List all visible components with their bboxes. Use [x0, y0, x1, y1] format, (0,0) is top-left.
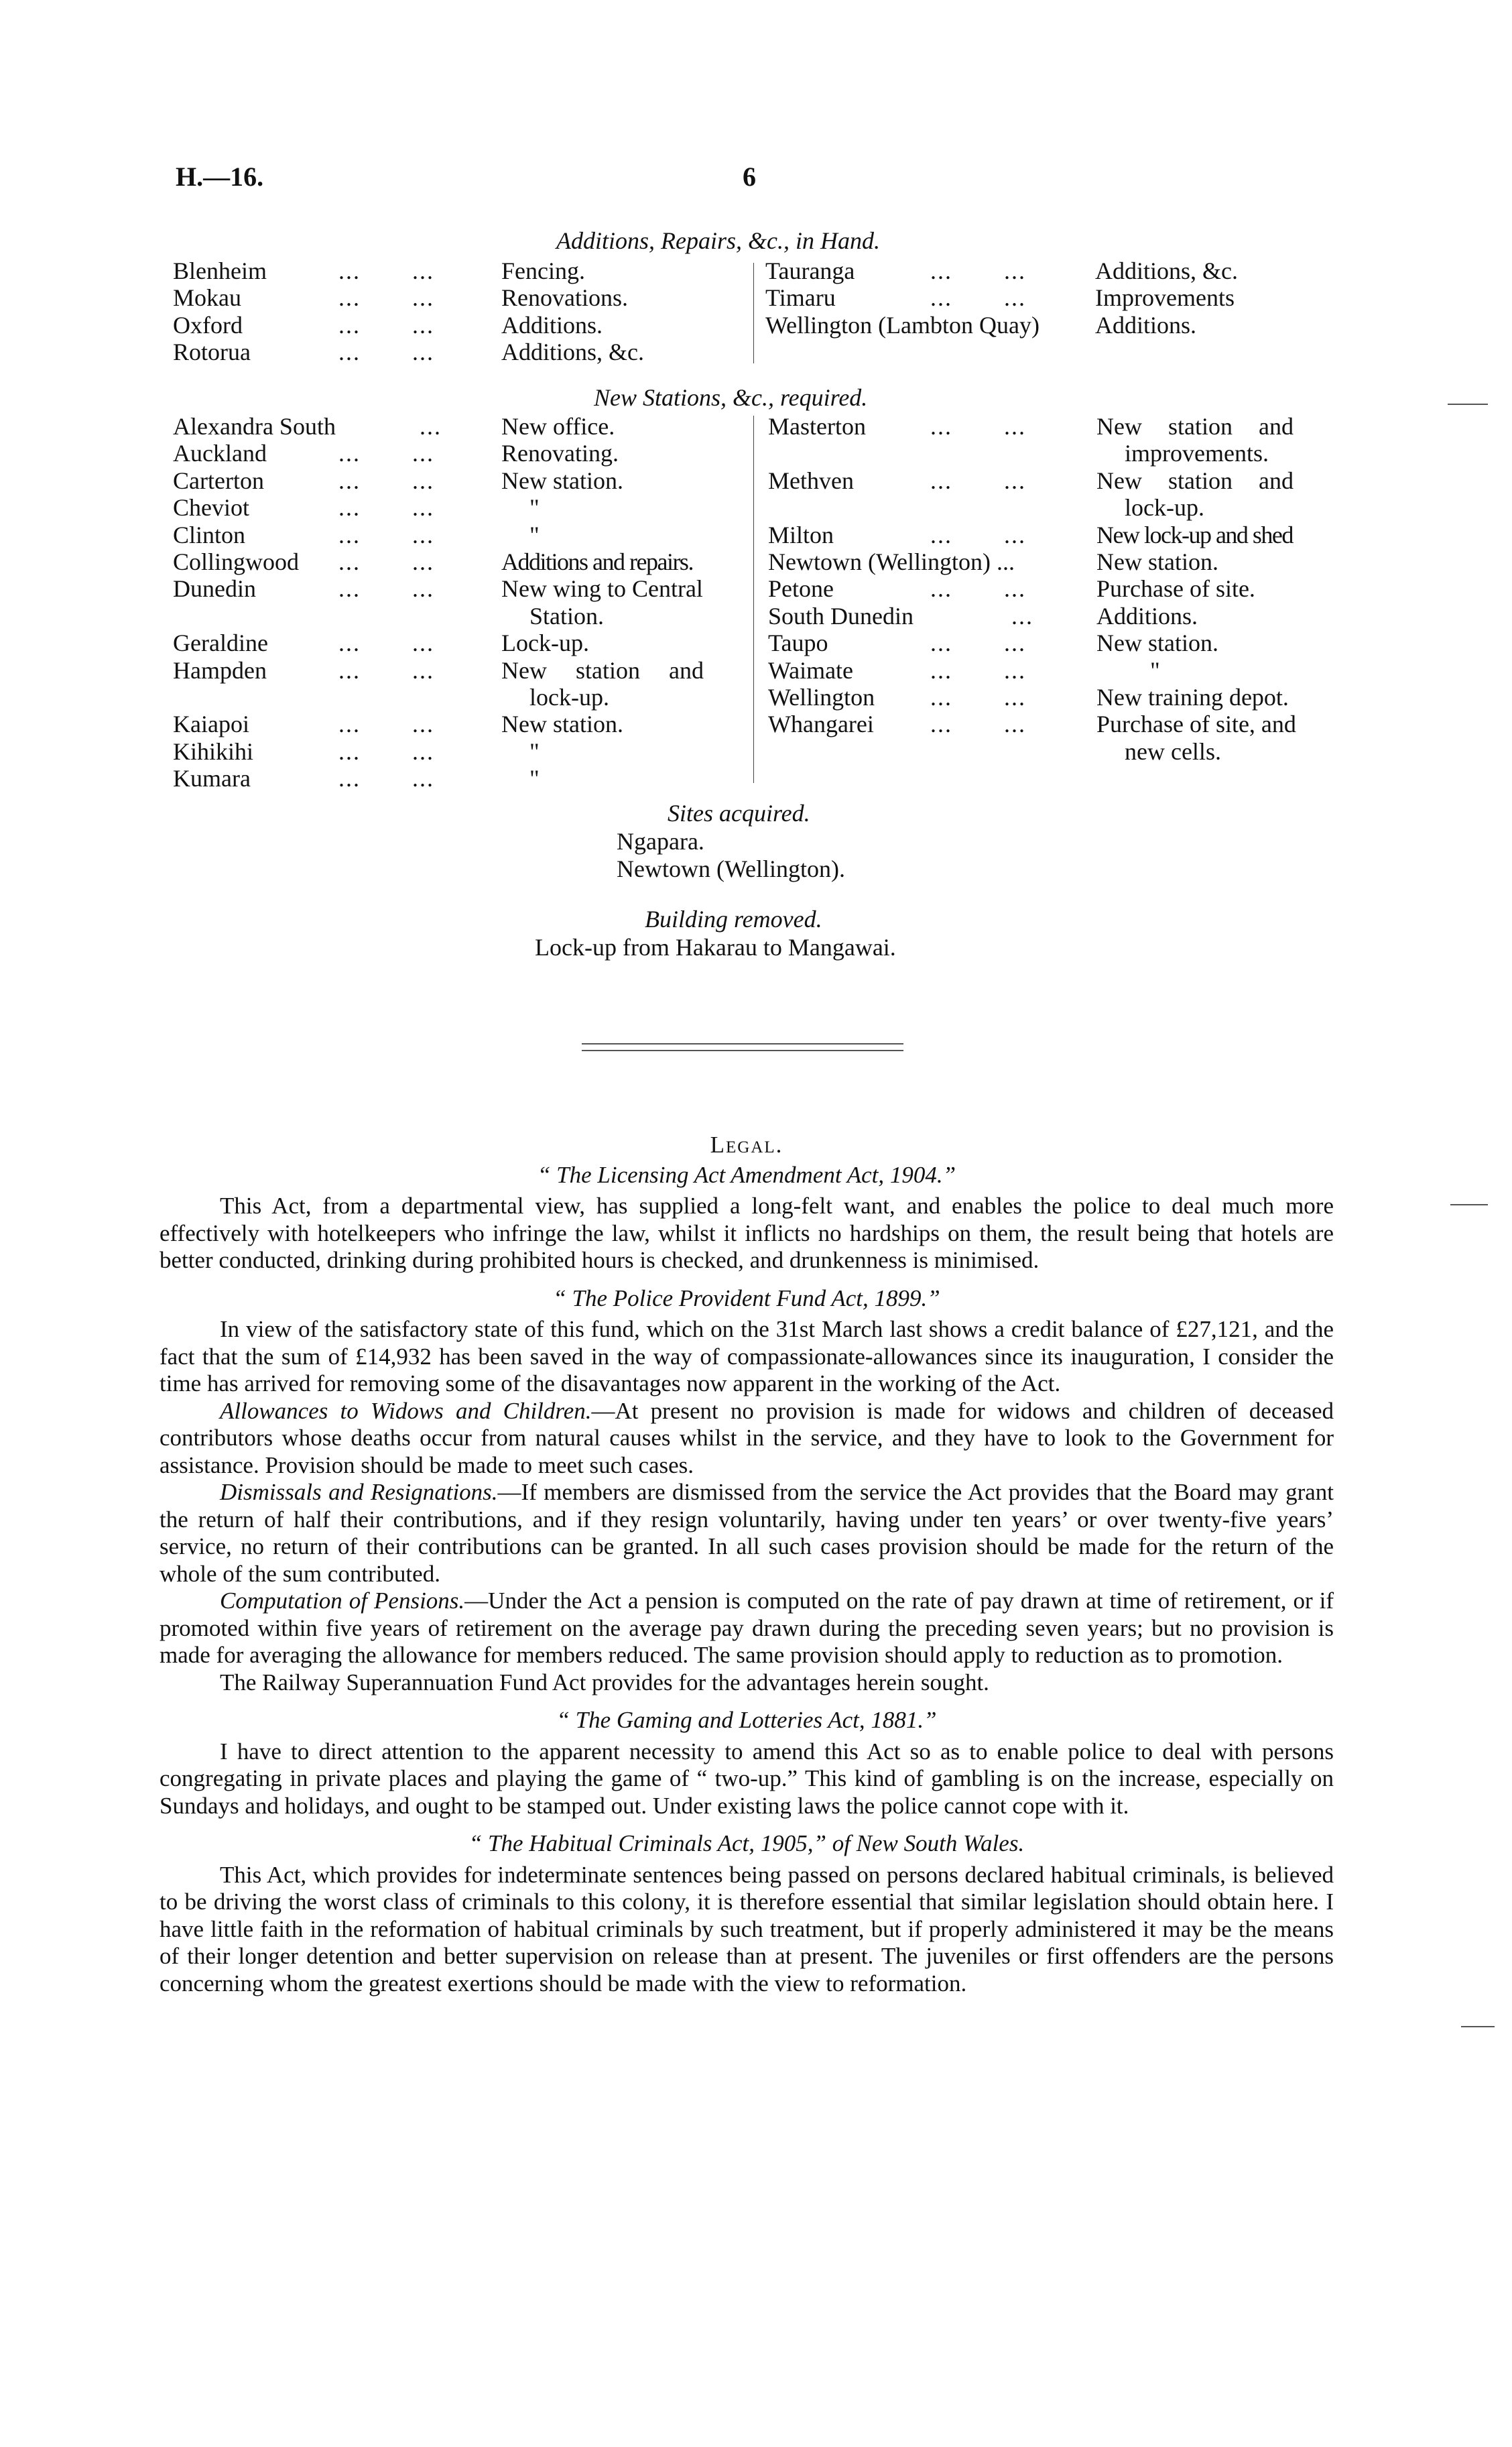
work: Purchase of site.	[1096, 575, 1255, 603]
work: improvements.	[1125, 440, 1269, 467]
work: New wing to Central	[501, 575, 703, 603]
work: Renovating.	[501, 440, 619, 467]
widows-lead: Allowances to Widows and Children.	[220, 1397, 592, 1424]
work: Additions and repairs.	[501, 548, 693, 575]
railway-paragraph: The Railway Superannuation Fund Act provides for the advantages herein sought.	[220, 1669, 989, 1695]
legal-title: Legal.	[710, 1132, 783, 1158]
place: Oxford	[173, 311, 243, 339]
work: new cells.	[1125, 737, 1221, 765]
place: Geraldine	[173, 630, 268, 657]
place: Taupo	[768, 630, 828, 657]
habitual-heading: “ The Habitual Criminals Act, 1905,” of New South Wales.	[468, 1830, 1025, 1856]
gaming-heading: “ The Gaming and Lotteries Act, 1881.”	[556, 1707, 937, 1733]
place: Alexandra South	[173, 413, 336, 440]
ditto-mark: "	[529, 765, 540, 792]
ditto-mark: "	[529, 521, 540, 548]
place: Waimate	[768, 656, 854, 684]
work: Station.	[529, 602, 605, 630]
leader-dots: ... ... ... ...	[930, 257, 1026, 312]
place: Kihikihi	[173, 737, 254, 765]
margin-mark	[1448, 404, 1488, 405]
work: Fencing.	[501, 257, 585, 284]
site-item: Newtown (Wellington).	[617, 855, 846, 882]
legal-section	[160, 1132, 1334, 1997]
work: New station.	[501, 467, 623, 494]
place: Auckland	[173, 440, 267, 467]
site-item: Ngapara.	[617, 828, 704, 855]
widows-text: —At present no provision is made for widows and children of deceased contributors whose deaths occur from natural causes whilst in the service, and they have to look to the Government for assistance. Provision should be made to meet such cases.	[160, 1397, 1334, 1478]
inhand-left-places	[173, 257, 267, 366]
place: Mokau	[173, 284, 241, 312]
page-number: 6	[743, 162, 756, 192]
margin-mark	[1461, 2026, 1495, 2027]
ditto-mark: "	[529, 494, 540, 522]
work: New station.	[501, 711, 623, 738]
inhand-right-works	[1095, 257, 1238, 339]
provident-paragraph: In view of the satisfactory state of this fund, which on the 31st March last shows a credit balance of £27,121, and the fact that the sum of £14,932 has been saved in the way of compassionate-allowances since its inauguration, I consider the time has arrived for removing some of the disavantages now apparent in the working of the Act.	[160, 1316, 1334, 1396]
leader-dots: ... ... ... ... ... ... ... ...	[338, 257, 434, 366]
margin-mark	[1450, 1204, 1488, 1205]
section-divider	[582, 1043, 903, 1051]
newstations-heading: New Stations, &c., required.	[594, 384, 868, 411]
work: New station and	[1096, 467, 1294, 494]
place: Methven	[768, 467, 854, 494]
newstations-left-works	[501, 413, 704, 792]
work: Additions.	[501, 311, 603, 339]
place: Tauranga	[765, 257, 855, 284]
work: New training depot.	[1096, 683, 1289, 711]
dismissals-paragraph	[160, 1479, 1334, 1588]
work: lock-up.	[1125, 494, 1204, 522]
place	[173, 684, 336, 711]
place: Cheviot	[173, 494, 249, 522]
work: New station and	[501, 656, 704, 684]
work: Additions, &c.	[1095, 257, 1238, 284]
removed-heading: Building removed.	[645, 906, 822, 933]
newstations-left-places	[173, 413, 336, 792]
gaming-paragraph: I have to direct attention to the apparent necessity to amend this Act so as to enable police to deal with persons congregating in private places and playing the game of “ two-up.” This kind of gambling is on the increase, especially on Sundays and holidays, and ought to be stamped out. Under existing laws the police cannot cope with it.	[160, 1738, 1334, 1819]
work: Additions.	[1095, 311, 1197, 339]
licensing-paragraph: This Act, from a departmental view, has supplied a long-felt want, and enables the police to deal much more effectively with hotelkeepers who infringe the law, whilst it inflicts no hardships on them, the result being that hotels are better conducted, drinking during prohibited hours is checked, and drunkenness is minimised.	[160, 1193, 1334, 1273]
leader-dots: ... ... ... ... ... ... ... ... ... ... ... ... ... ... ... ... ... ... ... ... ... ... ...	[338, 413, 442, 792]
newstations-right-works	[1096, 413, 1296, 765]
work: lock-up.	[529, 683, 609, 711]
place: Wellington (Lambton Quay)	[765, 311, 1040, 339]
ditto-mark: "	[1150, 656, 1160, 684]
computation-lead: Computation of Pensions.	[220, 1588, 465, 1614]
place: Wellington	[768, 683, 875, 711]
work: Lock-up.	[501, 630, 589, 657]
place: Masterton	[768, 413, 866, 440]
place: Kumara	[173, 765, 251, 792]
work: Additions.	[1096, 602, 1198, 630]
place: Blenheim	[173, 257, 267, 284]
licensing-heading: “ The Licensing Act Amendment Act, 1904.”	[537, 1161, 956, 1188]
work: New lock-up and shed	[1096, 521, 1293, 548]
column-divider	[753, 263, 754, 363]
place: Hampden	[173, 656, 267, 684]
dismissals-text: —If members are dismissed from the service the Act provides that the Board may grant the return of half their contributions, and if they resign voluntarily, having under ten years’ or over twenty-five years’ service, no return of their contributions can be granted. In all such cases provision should be made for the return of the whole of the sum contributed.	[160, 1479, 1334, 1587]
inhand-left-works	[501, 257, 644, 366]
work: New station and	[1096, 413, 1294, 440]
widows-paragraph	[160, 1398, 1334, 1480]
place: Timaru	[765, 284, 836, 312]
work: New station.	[1096, 630, 1218, 657]
place: Rotorua	[173, 339, 251, 366]
report-code: H.—16.	[176, 162, 264, 192]
ditto-mark: "	[529, 737, 540, 765]
sites-heading: Sites acquired.	[668, 800, 810, 827]
inhand-heading: Additions, Repairs, &c., in Hand.	[556, 227, 880, 254]
removed-text: Lock-up from Hakarau to Mangawai.	[535, 934, 896, 961]
work: New station.	[1096, 548, 1218, 575]
work: Purchase of site, and	[1096, 711, 1296, 738]
column-divider	[753, 416, 754, 783]
leader-dots: ... ... ... ... ... ... ... ... ... ... ... ... ... ... ... ... ...	[930, 413, 1033, 738]
provident-heading: “ The Police Provident Fund Act, 1899.”	[553, 1285, 940, 1311]
place: Carterton	[173, 467, 264, 494]
place: Kaiapoi	[173, 711, 249, 738]
computation-paragraph	[160, 1588, 1334, 1669]
place: Collingwood	[173, 548, 300, 575]
place	[173, 603, 336, 630]
work: Renovations.	[501, 284, 628, 312]
computation-text: —Under the Act a pension is computed on the rate of pay drawn at time of retirement, or if promoted within five years of retirement on the average pay drawn during the preceding seven years; but no provision is made for averaging the allowance for members reduced. The same provision should apply to reduction as to promotion.	[160, 1588, 1334, 1668]
dismissals-lead: Dismissals and Resignations.	[220, 1479, 498, 1505]
place: South Dunedin	[768, 602, 914, 630]
place: Clinton	[173, 521, 246, 548]
place: Milton	[768, 521, 834, 548]
habitual-paragraph: This Act, which provides for indeterminate sentences being passed on persons declared habitual criminals, is believed to be driving the worst class of criminals to this colony, it is therefore essential that similar legislation should obtain here. I have little faith in the reformation of habitual criminals by such treatment, but if properly administered it may be the means of their longer detention and better supervision on release than at present. The juveniles or first offenders are the persons concerning whom the greatest exertions should be made with the view to reformation.	[160, 1861, 1334, 1996]
place: Whangarei	[768, 711, 874, 738]
place: Petone	[768, 575, 834, 603]
place: Dunedin	[173, 575, 256, 603]
work: Additions, &c.	[501, 339, 644, 366]
place: Newtown (Wellington) ...	[768, 548, 1015, 575]
work: New office.	[501, 413, 615, 440]
work: Improvements	[1095, 284, 1235, 312]
